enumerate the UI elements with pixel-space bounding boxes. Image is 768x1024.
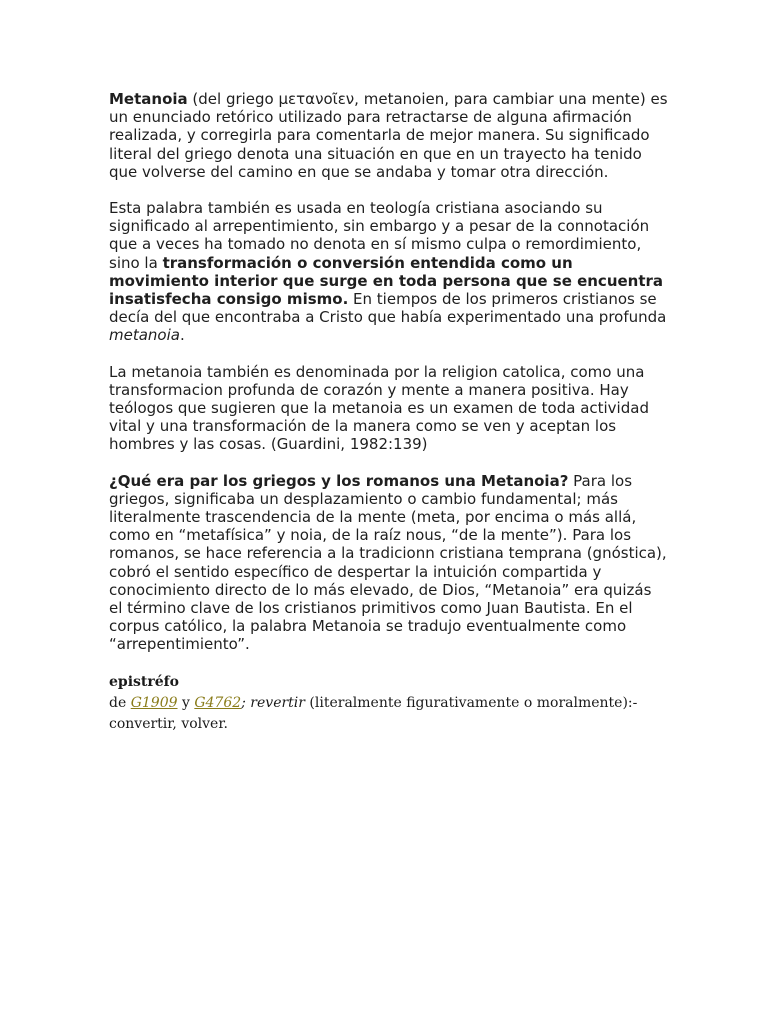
lexicon-semicolon: ; [241,694,246,711]
lexicon-entry [109,672,669,735]
question-heading: ¿Qué era par los griegos y los romanos una Metanoia? [109,471,569,490]
strongs-link-g1909[interactable]: G1909 [130,694,178,711]
document-body [109,90,669,735]
lexicon-definition [109,693,669,735]
definition-text: (del griego μετανοῖεν, metanoien, para cambiar una mente) es un enunciado retórico utilizado para retractarse de alguna afirmación realizada, y corregirla para comentarla de mejor manera. Su significado literal del griego denota una situación en que en un trayecto ha tenido que volverse del camino en que se andaba y tomar otra dirección. [109,90,668,181]
lexicon-connector: y [177,694,195,711]
lexicon-definition-text: (literalmente figurativamente o moralmente):- convertir, volver. [109,694,638,732]
term-metanoia: Metanoia [109,90,188,108]
paragraph-greeks-romans [109,472,669,654]
lexicon-italic-word: revertir [245,694,305,711]
theology-text-middle: En tiempos de los primeros cristianos se decía del que encontraba a Cristo que había experimentado una profunda [109,290,667,327]
lexicon-prefix: de [109,694,131,711]
paragraph-theology [109,199,669,345]
theology-bold-phrase: transformación o conversión entendida como un movimiento interior que surge en toda persona que se encuentra insatisfecha consigo mismo. [109,253,664,309]
lexicon-headword: epistréfo [109,673,180,690]
paragraph-definition [109,90,669,181]
greeks-romans-text: Para los griegos, significaba un desplazamiento o cambio fundamental; más literalmente trascendencia de la mente (meta, por encima o más allá, como en “metafísica” y noia, de la raíz nous, “de la mente”). Para los romanos, se hace referencia a la tradicionn cristiana temprana (gnóstica), cobró el sentido específico de despertar la intuición compartida y conocimiento directo de lo más elevado, de Dios, “Metanoia” era quizás el término clave de los cristianos primitivos como Juan Bautista. En el corpus católico, la palabra Metanoia se tradujo eventualmente como “arrepentimiento”. [109,471,667,654]
theology-italic-word: metanoia [109,326,180,345]
paragraph-catholic [109,363,669,454]
strongs-link-g4762[interactable]: G4762 [194,694,242,711]
theology-text-start: Esta palabra también es usada en teología cristiana asociando su significado al arrepentimiento, sin embargo y a pesar de la connotación que a veces ha tomado no denota en sí mismo culpa o remordimiento, sino la [109,199,650,272]
catholic-text: La metanoia también es denominada por la religion catolica, como una transformacion profunda de corazón y mente a manera positiva. Hay teólogos que sugieren que la metanoia es un examen de toda actividad vital y una transformación de la manera como se ven y aceptan los hombres y las cosas. (Guardini, 1982:139) [109,362,649,454]
theology-text-end: . [179,326,185,345]
